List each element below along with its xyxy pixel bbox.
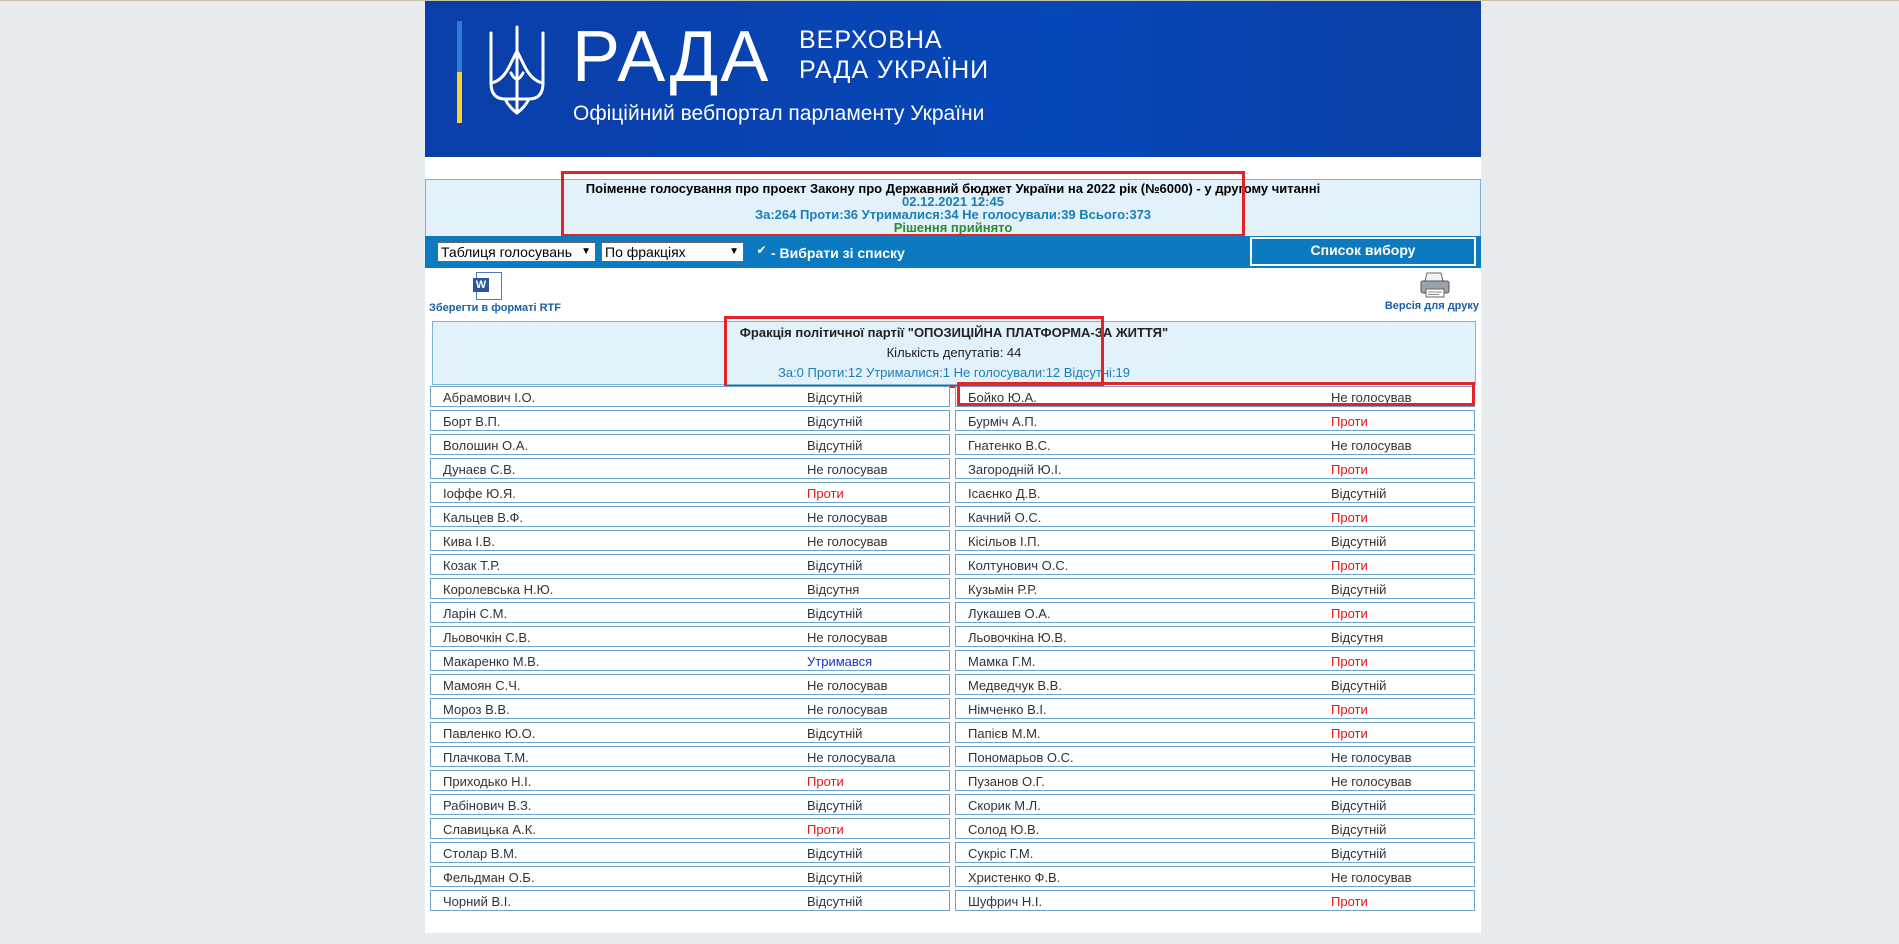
deputy-name: Борт В.П. [443,414,501,429]
deputy-name: Солод Ю.В. [968,822,1040,837]
deputy-name: Кузьмін Р.Р. [968,582,1038,597]
deputy-name: Павленко Ю.О. [443,726,536,741]
toolbar [425,236,1481,268]
deputy-row [430,434,950,455]
deputy-row [430,482,950,503]
deputy-name: Макаренко М.В. [443,654,540,669]
deputy-vote: Відсутній [807,606,863,621]
deputy-vote: Відсутній [1331,582,1387,597]
deputy-row [955,482,1475,503]
site-header [425,1,1481,157]
deputy-name: Шуфрич Н.І. [968,894,1043,909]
deputy-vote: Не голосувала [807,750,896,765]
word-document-icon: W [476,272,502,300]
deputy-name: Лукашев О.А. [968,606,1051,621]
highlight-faction-info [724,316,1104,388]
deputy-row [430,458,950,479]
deputy-row [955,794,1475,815]
deputy-row [430,410,950,431]
deputy-name: Ларін С.М. [443,606,508,621]
deputy-vote: Відсутній [807,390,863,405]
deputy-vote: Відсутній [807,870,863,885]
deputy-row [430,506,950,527]
deputy-name: Качний О.С. [968,510,1042,525]
deputy-name: Колтунович О.С. [968,558,1069,573]
deputy-name: Королевська Н.Ю. [443,582,554,597]
faction-name: Фракція політичної партії "ОПОЗИЦІЙНА ПЛАТФОРМА-ЗА ЖИТТЯ" [739,325,1169,340]
deputy-vote: Проти [807,822,844,837]
save-rtf-link[interactable] [425,272,565,316]
deputy-row [955,866,1475,887]
deputy-row [955,746,1475,767]
select-from-list-checkbox[interactable]: ✔ [756,243,767,257]
chevron-down-icon: ▼ [729,246,739,257]
deputy-name: Христенко Ф.В. [968,870,1061,885]
deputy-row [955,578,1475,599]
deputy-row [430,698,950,719]
deputy-name: Кива І.В. [443,534,495,549]
deputy-row [955,458,1475,479]
deputy-vote: Не голосував [1331,870,1412,885]
deputy-name: Гнатенко В.С. [968,438,1051,453]
deputy-name: Рабінович В.З. [443,798,532,813]
deputy-vote: Відсутній [1331,846,1387,861]
deputy-vote: Проти [1331,702,1368,717]
deputy-vote: Не голосував [807,510,888,525]
deputy-vote: Відсутній [1331,486,1387,501]
deputy-vote: Відсутній [807,894,863,909]
vote-result: Рішення прийнято [893,220,1013,235]
deputy-row [955,410,1475,431]
deputy-vote: Не голосував [1331,438,1412,453]
deputy-vote: Відсутній [807,438,863,453]
deputy-name: Волошин О.А. [443,438,529,453]
deputy-vote: Відсутній [807,558,863,573]
deputy-row [955,530,1475,551]
deputy-name: Мороз В.В. [443,702,510,717]
deputy-vote: Проти [1331,510,1368,525]
portal-tagline: Офіційний вебпортал парламенту України [573,102,985,125]
deputy-vote: Проти [1331,414,1368,429]
deputy-vote: Проти [807,774,844,789]
vote-summary: За:264 Проти:36 Утрималися:34 Не голосували:39 Всього:373 [754,207,1152,222]
deputy-name: Дунаєв С.В. [443,462,516,477]
deputy-row [430,554,950,575]
deputy-vote: Проти [1331,462,1368,477]
deputy-name: Льовочкіна Ю.В. [968,630,1067,645]
deputy-vote: Відсутній [1331,822,1387,837]
deputy-vote: Відсутня [807,582,860,597]
deputy-row [955,770,1475,791]
deputy-name: Абрамович І.О. [443,390,536,405]
deputy-row [955,506,1475,527]
deputy-vote: Проти [1331,606,1368,621]
deputy-row [430,674,950,695]
deputy-vote: Відсутній [1331,534,1387,549]
deputy-vote: Не голосував [807,678,888,693]
highlight-deputy-row [957,382,1475,406]
deputy-vote: Не голосував [1331,750,1412,765]
deputy-name: Славицька А.К. [443,822,536,837]
deputy-name: Пузанов О.Г. [968,774,1045,789]
deputy-row [430,842,950,863]
flag-bar [457,21,462,123]
deputy-vote: Проти [1331,654,1368,669]
group-select[interactable] [601,242,744,262]
deputy-vote: Відсутній [1331,798,1387,813]
deputy-row [430,602,950,623]
deputy-row [955,602,1475,623]
deputy-name: Іоффе Ю.Я. [443,486,516,501]
site-subtitle [799,25,989,85]
print-version-label: Версія для друку [1384,300,1479,312]
deputy-name: Німченко В.І. [968,702,1047,717]
deputy-row [430,386,950,407]
deputy-row [430,626,950,647]
deputy-vote: Проти [1331,894,1368,909]
faction-vote-stats: За:0 Проти:12 Утрималися:1 Не голосували:12 Відсутні:19 [777,365,1130,380]
deputy-name: Приходько Н.І. [443,774,532,789]
deputy-row [955,554,1475,575]
print-version-link[interactable] [1375,271,1481,315]
deputy-name: Чорний В.І. [443,894,511,909]
deputy-vote: Відсутній [807,846,863,861]
deputy-row [955,650,1475,671]
deputy-name: Загородній Ю.І. [968,462,1062,477]
deputy-vote: Не голосував [807,630,888,645]
deputy-row [430,650,950,671]
deputy-row [430,890,950,911]
deputy-row [430,746,950,767]
save-rtf-label: Зберегти в форматі RTF [428,302,561,314]
deputy-vote: Відсутній [807,726,863,741]
group-select-value: По фракціях [605,244,686,260]
deputy-vote: Не голосував [1331,774,1412,789]
deputy-name: Папієв М.М. [968,726,1041,741]
deputy-vote: Відсутній [807,798,863,813]
deputy-row [955,842,1475,863]
deputy-name: Козак Т.Р. [443,558,501,573]
deputy-name: Кальцев В.Ф. [443,510,523,525]
printer-icon [1419,271,1451,299]
deputy-vote: Відсутня [1331,630,1384,645]
deputy-row [955,434,1475,455]
deputy-row [430,722,950,743]
deputy-vote: Не голосував [1331,390,1412,405]
highlight-vote-info [561,171,1245,237]
deputy-vote: Не голосував [807,462,888,477]
deputy-row [955,818,1475,839]
subtitle-line-2: РАДА УКРАЇНИ [799,56,990,84]
vote-title: Поіменне голосування про проект Закону про Державний бюджет України на 2022 рік (№6000) - у другому читанні [585,181,1321,196]
deputy-row [430,770,950,791]
deputy-vote: Проти [807,486,844,501]
page-container [425,1,1481,933]
deputy-vote: Проти [1331,558,1368,573]
deputy-row [955,890,1475,911]
deputy-name: Льовочкін С.В. [443,630,531,645]
deputy-row [955,722,1475,743]
deputy-vote: Проти [1331,726,1368,741]
vote-datetime: 02.12.2021 12:45 [902,194,1004,209]
deputy-name: Бойко Ю.А. [968,390,1037,405]
deputy-row [955,626,1475,647]
deputy-vote: Утримався [807,654,873,669]
deputy-name: Бурміч А.П. [968,414,1038,429]
deputy-name: Сукріс Г.М. [968,846,1034,861]
deputy-vote: Не голосував [807,534,888,549]
deputy-name: Кісільов І.П. [968,534,1041,549]
deputy-row [430,794,950,815]
selection-list-button[interactable]: Список вибору [1250,237,1476,266]
deputy-name: Пономарьов О.С. [968,750,1074,765]
deputy-name: Фельдман О.Б. [443,870,535,885]
deputy-name: Мамка Г.М. [968,654,1036,669]
deputy-name: Мамоян С.Ч. [443,678,521,693]
deputy-vote: Не голосував [807,702,888,717]
view-select-value: Таблиця голосувань [441,244,573,260]
deputy-name: Скорик М.Л. [968,798,1041,813]
select-from-list-label: - Вибрати зі списку [771,245,905,261]
deputy-name: Плачкова Т.М. [443,750,529,765]
deputy-vote: Відсутній [1331,678,1387,693]
deputy-row [955,674,1475,695]
subtitle-line-1: ВЕРХОВНА [799,26,943,54]
deputy-vote: Відсутній [807,414,863,429]
chevron-down-icon: ▼ [581,246,591,257]
deputy-row [430,866,950,887]
deputy-name: Ісаєнко Д.В. [968,486,1041,501]
trident-emblem-icon[interactable] [485,23,549,123]
deputy-row [430,530,950,551]
deputy-row [430,818,950,839]
deputy-row [955,698,1475,719]
deputy-name: Столар В.М. [443,846,518,861]
view-select[interactable] [437,242,596,262]
deputy-row [430,578,950,599]
deputy-name: Медведчук В.В. [968,678,1062,693]
site-logo-title[interactable]: РАДА [572,17,771,97]
faction-member-count: Кількість депутатів: 44 [886,345,1022,360]
